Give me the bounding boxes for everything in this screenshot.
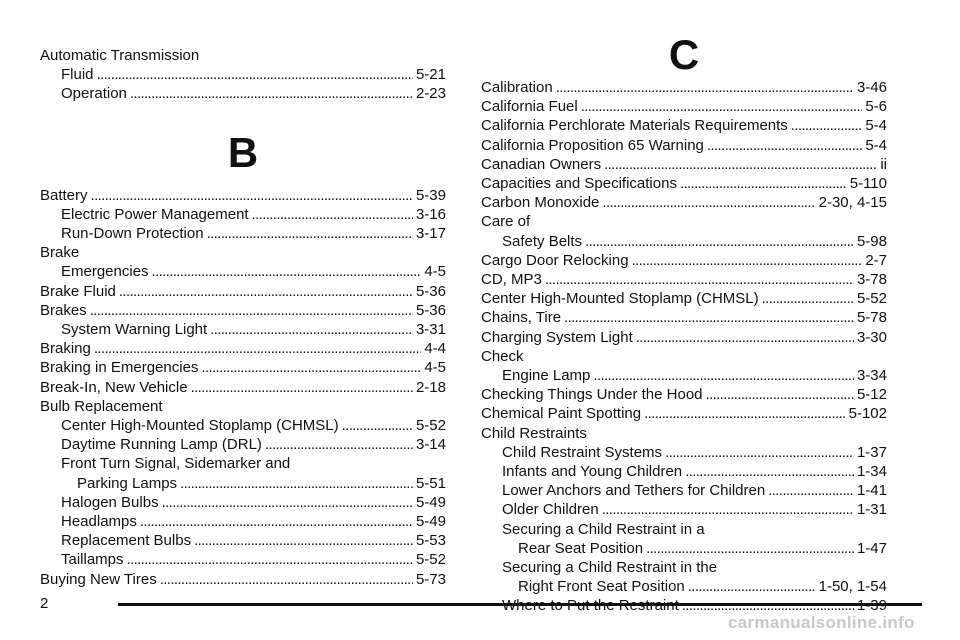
entry-page-ref: 5-39 xyxy=(415,186,446,204)
dot-leader xyxy=(152,262,422,281)
dot-leader xyxy=(685,462,854,481)
index-entry xyxy=(40,416,446,435)
dot-leader xyxy=(140,512,413,531)
index-section-c xyxy=(481,78,887,616)
index-entry xyxy=(481,539,887,558)
entry-text: Fluid xyxy=(61,66,94,84)
index-entry xyxy=(40,205,446,224)
entry-text: Charging System Light xyxy=(481,328,633,346)
entry-page-ref: 3-14 xyxy=(415,436,446,454)
entry-page-ref: 5-52 xyxy=(856,290,887,308)
entry-text: Electric Power Management xyxy=(61,205,249,223)
entry-text: Operation xyxy=(61,85,127,103)
dot-leader xyxy=(636,328,854,347)
dot-leader xyxy=(97,65,413,84)
index-entry xyxy=(481,78,887,97)
index-entry xyxy=(40,282,446,301)
dot-leader xyxy=(593,366,854,385)
watermark: carmanualsonline.info xyxy=(728,613,915,632)
index-entry xyxy=(40,186,446,205)
dot-leader xyxy=(191,378,413,397)
index-entry xyxy=(481,481,887,500)
entry-page-ref: 5-49 xyxy=(415,493,446,511)
entry-text: Lower Anchors and Tethers for Children xyxy=(502,482,766,500)
index-entry xyxy=(481,251,887,270)
entry-page-ref: 2-7 xyxy=(865,251,887,269)
entry-page-ref: 5-102 xyxy=(848,405,887,423)
entry-text: Center High-Mounted Stoplamp (CHMSL) xyxy=(61,417,339,435)
index-heading: Securing a Child Restraint in a xyxy=(502,520,705,538)
index-entry xyxy=(40,301,446,320)
entry-text: Battery xyxy=(40,186,88,204)
index-section-b xyxy=(40,186,446,589)
index-heading: Check xyxy=(481,347,524,365)
entry-text: Taillamps xyxy=(61,551,124,569)
index-entry xyxy=(40,358,446,377)
dot-leader xyxy=(706,385,854,404)
entry-text: Carbon Monoxide xyxy=(481,194,600,212)
dot-leader xyxy=(791,116,863,135)
dot-leader xyxy=(342,416,413,435)
dot-leader xyxy=(210,320,413,339)
dot-leader xyxy=(680,174,847,193)
index-group-a-continued xyxy=(40,46,446,104)
entry-page-ref: 4-4 xyxy=(424,340,446,358)
dot-leader xyxy=(581,97,863,116)
index-entry xyxy=(40,320,446,339)
entry-text: Buying New Tires xyxy=(40,570,157,588)
index-entry xyxy=(481,462,887,481)
index-entry xyxy=(481,232,887,251)
dot-leader xyxy=(94,339,421,358)
entry-text: Headlamps xyxy=(61,513,137,531)
index-heading: Brake xyxy=(40,244,80,262)
entry-page-ref: 5-78 xyxy=(856,309,887,327)
dot-leader xyxy=(585,232,854,251)
index-column-right xyxy=(481,31,887,616)
entry-text: Daytime Running Lamp (DRL) xyxy=(61,436,262,454)
index-heading: Child Restraints xyxy=(481,424,587,442)
entry-page-ref: 5-36 xyxy=(415,282,446,300)
entry-text: Older Children xyxy=(502,501,599,519)
index-entry xyxy=(40,65,446,84)
entry-page-ref: 5-21 xyxy=(415,66,446,84)
dot-leader xyxy=(646,539,854,558)
entry-text: Braking in Emergencies xyxy=(40,359,199,377)
entry-text: Capacities and Specifications xyxy=(481,175,677,193)
entry-page-ref: 3-30 xyxy=(856,328,887,346)
entry-text: Brakes xyxy=(40,301,87,319)
dot-leader xyxy=(644,404,846,423)
index-entry xyxy=(481,577,887,596)
entry-text: California Fuel xyxy=(481,98,578,116)
index-entry xyxy=(40,512,446,531)
entry-page-ref: 5-52 xyxy=(415,551,446,569)
entry-text xyxy=(502,596,679,615)
entry-page-ref: 5-4 xyxy=(865,117,887,135)
entry-text: Emergencies xyxy=(61,263,149,281)
index-heading: Bulb Replacement xyxy=(40,397,163,415)
index-entry xyxy=(40,339,446,358)
index-entry xyxy=(40,570,446,589)
dot-leader xyxy=(194,531,413,550)
index-entry xyxy=(40,474,446,493)
entry-page-ref: 5-4 xyxy=(865,136,887,154)
entry-page-ref: 3-34 xyxy=(856,367,887,385)
entry-text: Halogen Bulbs xyxy=(61,493,159,511)
entry-page-ref: 3-16 xyxy=(415,205,446,223)
index-entry xyxy=(40,378,446,397)
entry-page-ref: 5-12 xyxy=(856,386,887,404)
index-entry xyxy=(481,136,887,155)
index-entry xyxy=(481,328,887,347)
entry-page-ref: 5-53 xyxy=(415,532,446,550)
dot-leader xyxy=(180,474,413,493)
dot-leader xyxy=(91,186,413,205)
entry-text: Engine Lamp xyxy=(502,367,591,385)
entry-text: Checking Things Under the Hood xyxy=(481,386,703,404)
entry-page-ref: 2-23 xyxy=(415,85,446,103)
index-entry xyxy=(481,116,887,135)
index-entry xyxy=(40,550,446,569)
index-entry xyxy=(481,443,887,462)
dot-leader xyxy=(707,136,862,155)
dot-leader xyxy=(768,481,854,500)
index-entry xyxy=(481,174,887,193)
index-entry xyxy=(40,493,446,512)
entry-page-ref: 1-37 xyxy=(856,443,887,461)
entry-text: Calibration xyxy=(481,79,553,96)
entry-page-ref: 5-98 xyxy=(856,232,887,250)
entry-page-ref: 5-110 xyxy=(849,175,887,193)
entry-text: System Warning Light xyxy=(61,321,208,339)
entry-page-ref: 4-5 xyxy=(424,359,446,377)
entry-page-ref: 1-34 xyxy=(856,463,887,481)
section-letter-c: C xyxy=(668,31,700,78)
dot-leader xyxy=(556,78,854,97)
entry-text: Child Restraint Systems xyxy=(502,443,663,461)
dot-leader xyxy=(564,308,854,327)
entry-text: California Proposition 65 Warning xyxy=(481,136,704,154)
entry-text: Braking xyxy=(40,340,91,358)
index-entry xyxy=(481,289,887,308)
entry-page-ref: 3-78 xyxy=(856,271,887,289)
dot-leader xyxy=(201,358,421,377)
dot-leader xyxy=(688,577,816,596)
entry-page-ref: 2-18 xyxy=(415,378,446,396)
index-heading: Front Turn Signal, Sidemarker and xyxy=(61,455,291,473)
entry-page-ref: ii xyxy=(880,155,887,173)
dot-leader xyxy=(265,435,413,454)
page-number: 2 xyxy=(40,595,49,612)
index-entry xyxy=(40,84,446,103)
entry-text: Rear Seat Position xyxy=(518,539,644,557)
entry-text: Run-Down Protection xyxy=(61,225,204,243)
entry-text: Safety Belts xyxy=(502,232,583,250)
entry-page-ref: 1-50, 1-54 xyxy=(818,578,887,596)
index-entry xyxy=(481,270,887,289)
entry-text: Brake Fluid xyxy=(40,282,116,300)
dot-leader xyxy=(762,289,854,308)
index-column-left xyxy=(40,46,446,589)
entry-page-ref: 3-46 xyxy=(856,79,887,96)
entry-text: Cargo Door Relocking xyxy=(481,251,629,269)
dot-leader xyxy=(127,550,413,569)
entry-page-ref: 2-30, 4-15 xyxy=(818,194,887,212)
dot-leader xyxy=(665,443,854,462)
entry-text: CD, MP3 xyxy=(481,271,542,289)
dot-leader xyxy=(632,251,863,270)
index-heading: Securing a Child Restraint in the xyxy=(502,559,718,577)
dot-leader xyxy=(207,224,413,243)
index-entry xyxy=(481,308,887,327)
entry-text: Replacement Bulbs xyxy=(61,532,192,550)
entry-text: California Perchlorate Materials Requirements xyxy=(481,117,788,135)
entry-text: Infants and Young Children xyxy=(502,463,683,481)
entry-text: Canadian Owners xyxy=(481,155,602,173)
dot-leader xyxy=(252,205,413,224)
entry-text: Parking Lamps xyxy=(77,474,178,492)
entry-page-ref: 5-6 xyxy=(865,98,887,116)
dot-leader xyxy=(162,493,413,512)
entry-page-ref: 1-41 xyxy=(856,482,887,500)
entry-page-ref: 5-51 xyxy=(415,474,446,492)
index-entry xyxy=(481,155,887,174)
dot-leader xyxy=(160,570,413,589)
dot-leader xyxy=(602,193,815,212)
footer-rule xyxy=(118,603,922,606)
index-entry xyxy=(40,435,446,454)
index-entry xyxy=(481,385,887,404)
entry-text: Right Front Seat Position xyxy=(518,578,685,596)
entry-page-ref: 5-49 xyxy=(415,513,446,531)
index-entry xyxy=(481,97,887,116)
entry-text: Chemical Paint Spotting xyxy=(481,405,642,423)
entry-page-ref: 3-31 xyxy=(415,321,446,339)
entry-text: Break-In, New Vehicle xyxy=(40,378,188,396)
index-entry xyxy=(481,404,887,423)
index-heading: Automatic Transmission xyxy=(40,47,200,64)
entry-page-ref: 3-17 xyxy=(415,225,446,243)
dot-leader xyxy=(604,155,877,174)
index-entry xyxy=(481,500,887,519)
dot-leader xyxy=(602,500,854,519)
entry-page-ref: 5-36 xyxy=(415,301,446,319)
dot-leader xyxy=(90,301,413,320)
entry-text: Chains, Tire xyxy=(481,309,562,327)
entry-page-ref: 1-47 xyxy=(856,539,887,557)
entry-page-ref: 5-52 xyxy=(415,417,446,435)
section-letter-b: B xyxy=(227,128,259,176)
dot-leader xyxy=(119,282,413,301)
index-heading: Care of xyxy=(481,213,531,231)
entry-page-ref: 5-73 xyxy=(415,570,446,588)
index-entry xyxy=(481,193,887,212)
index-entry xyxy=(40,531,446,550)
dot-leader xyxy=(545,270,854,289)
index-entry xyxy=(481,366,887,385)
entry-page-ref: 4-5 xyxy=(424,263,446,281)
entry-text: Center High-Mounted Stoplamp (CHMSL) xyxy=(481,290,759,308)
entry-page-ref: 1-31 xyxy=(856,501,887,519)
index-entry xyxy=(40,224,446,243)
index-entry xyxy=(40,262,446,281)
dot-leader xyxy=(130,84,413,103)
